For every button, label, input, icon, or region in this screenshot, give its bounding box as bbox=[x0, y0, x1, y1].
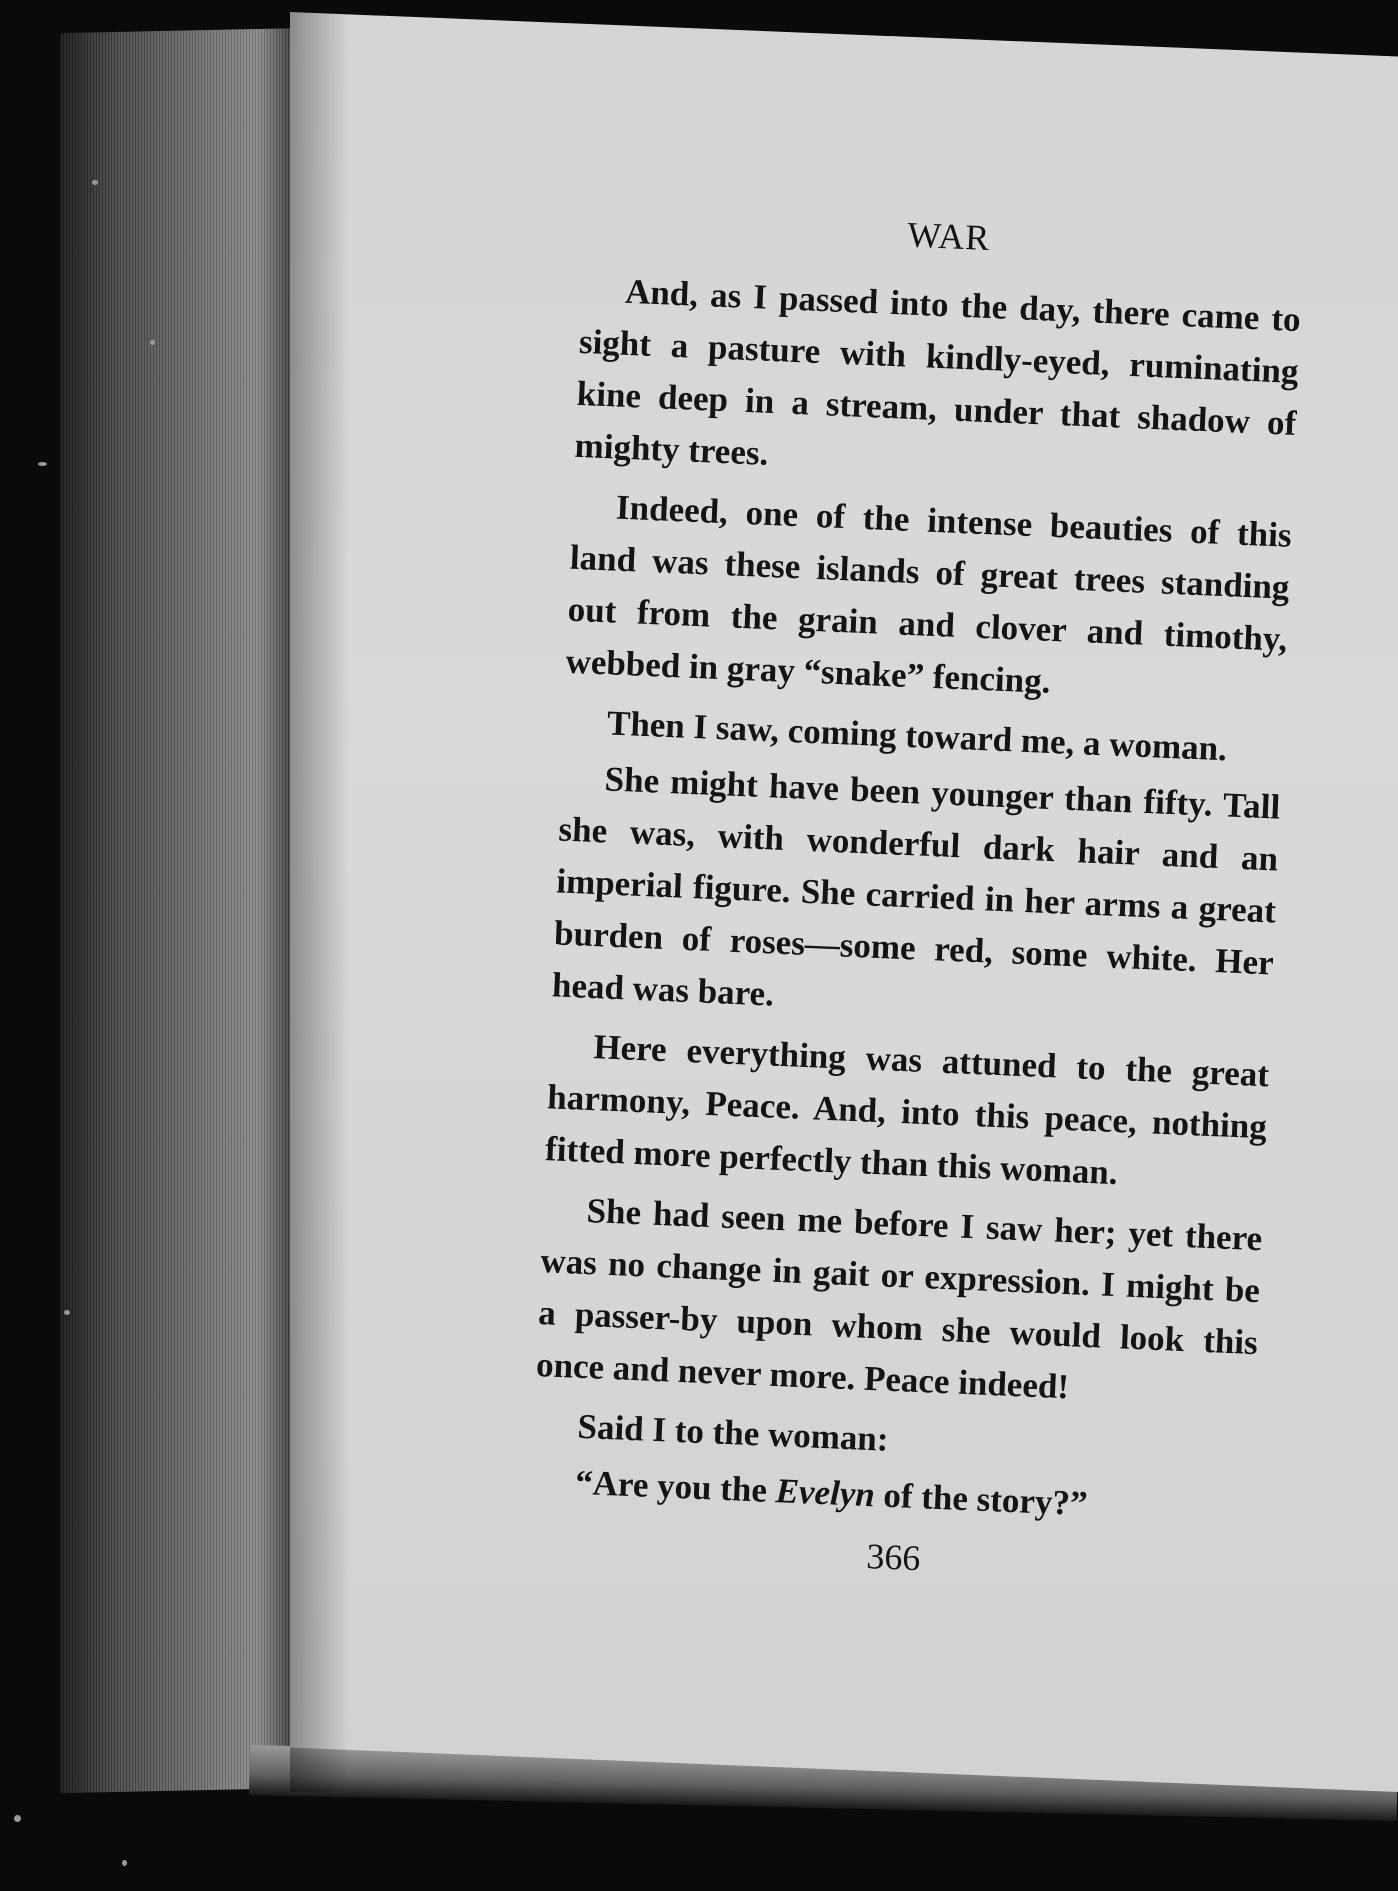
paragraph: Here everything was attuned to the great harmony, Peace. And, into this peace, nothing fitted more perfectly than this woman. bbox=[544, 1027, 1270, 1193]
page-text bbox=[528, 200, 1304, 1593]
dust-speck bbox=[64, 1310, 70, 1315]
running-head: WAR bbox=[906, 214, 992, 258]
dust-speck bbox=[150, 340, 155, 345]
dust-speck bbox=[14, 1815, 21, 1822]
dialogue-text: “Are you the bbox=[574, 1462, 777, 1511]
paragraph: And, as I passed into the day, there came to sight a pasture with kindly-eyed, ruminating kine deep in a stream, under that shadow of mighty trees. bbox=[573, 271, 1302, 473]
page-number: 366 bbox=[865, 1535, 922, 1579]
dialogue-emphasis: Evelyn bbox=[774, 1471, 876, 1515]
paragraph: Then I saw, coming toward me, a woman. bbox=[606, 703, 1228, 769]
paragraph: Indeed, one of the intense beauties of this land was these islands of great trees standing out from the grain and clover and timothy, webbed in gray “snake” fencing. bbox=[564, 487, 1293, 701]
paragraph: She had seen me before I saw her; yet there was no change in gait or expression. I might be a passer-by upon whom she would look this once and never more. Peace indeed! bbox=[535, 1190, 1263, 1407]
dialogue-text-end: of the story?” bbox=[873, 1475, 1089, 1524]
paragraph: Said I to the woman: bbox=[576, 1406, 890, 1459]
dust-speck bbox=[122, 1860, 127, 1866]
dust-speck bbox=[92, 180, 98, 185]
gutter-shadow bbox=[290, 12, 350, 1792]
dust-speck bbox=[38, 462, 47, 466]
paragraph: She might have been younger than fifty. Tall she was, with wonderful dark hair and an imperial figure. She carried in her arms a great burden of roses—some red, some white. Her head was bare. bbox=[551, 759, 1282, 1014]
